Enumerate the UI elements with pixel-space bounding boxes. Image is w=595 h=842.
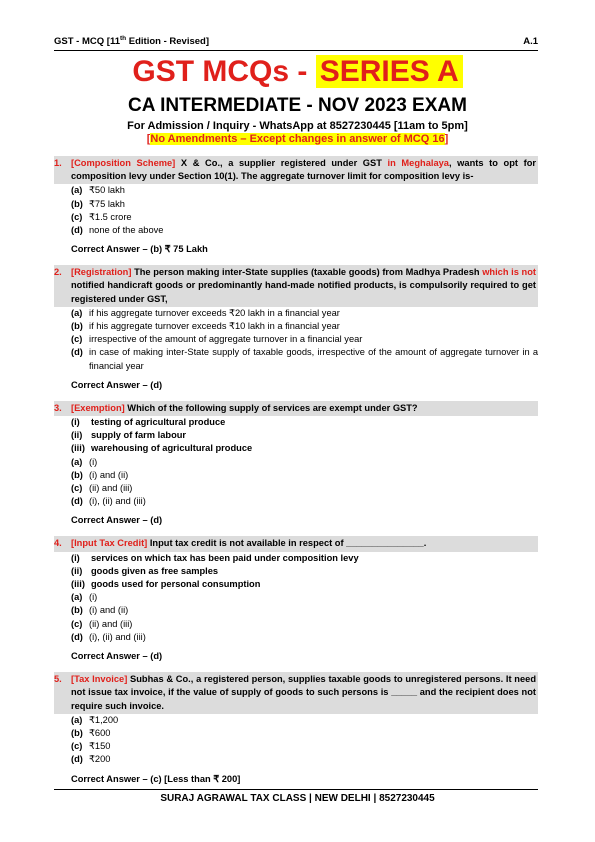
page-number: A.1 (523, 36, 538, 47)
question-stem: 4. [Input Tax Credit] Input tax credit is not available in respect of _______________. (54, 536, 538, 551)
question-topic: [Exemption] (71, 402, 125, 413)
option: (b) ₹75 lakh (71, 198, 125, 209)
question-number: 5. (54, 674, 62, 685)
option: (b) (i) and (ii) (71, 469, 129, 480)
option: (d) none of the above (71, 225, 164, 236)
question-block (54, 401, 538, 528)
option: (a) (i) (71, 592, 98, 603)
admission-line: For Admission / Inquiry - WhatsApp at 8527230445 [11am to 5pm] (127, 120, 468, 132)
statement: (iii) goods used for personal consumption (71, 579, 261, 590)
question-number: 1. (54, 158, 62, 168)
page-title: GST MCQs - SERIES A (0, 54, 595, 90)
option: (b) if his aggregate turnover exceeds ₹10 lakh in a financial year (71, 321, 340, 332)
question-block (54, 536, 538, 663)
question-number: 2. (54, 267, 62, 278)
header-edition: GST - MCQ [11th Edition - Revised] (54, 34, 209, 47)
footer-rule (54, 789, 538, 790)
correct-answer: Correct Answer – (d) (71, 379, 163, 390)
option: (a) ₹1,200 (71, 714, 119, 725)
question-block (54, 265, 538, 392)
option: (c) (ii) and (iii) (71, 483, 133, 494)
statement: (ii) supply of farm labour (71, 430, 187, 441)
statement: (i) services on which tax has been paid under composition levy (71, 552, 359, 563)
option: (d) ₹200 (71, 754, 111, 765)
header-rule (54, 50, 538, 51)
option: (d) (i), (ii) and (iii) (71, 631, 146, 642)
question-stem: 5. [Tax Invoice] Subhas & Co., a registered person, supplies taxable goods to unregistered persons. It need not issue tax invoice, if the value of supply of goods to such persons is _____ and the recipient does not require such invoice. (54, 672, 538, 714)
correct-answer: Correct Answer – (d) (71, 651, 163, 662)
correct-answer: Correct Answer – (d) (71, 515, 163, 526)
option: (c) irrespective of the amount of aggregate turnover in a financial year (71, 334, 363, 345)
exam-subtitle: CA INTERMEDIATE - NOV 2023 EXAM (128, 95, 467, 116)
option: (a) ₹50 lakh (71, 185, 125, 196)
option: (b) (i) and (ii) (71, 605, 129, 616)
statement: (ii) goods given as free samples (71, 565, 219, 576)
question-stem: 1. [Composition Scheme] X & Co., a supplier registered under GST in Meghalaya, wants to opt for composition levy under Section 10(1). The aggregate turnover limit for composition levy is- (54, 156, 538, 184)
amendment-notice: [No Amendments – Except changes in answer of MCQ 16] (146, 133, 449, 145)
option: (a) if his aggregate turnover exceeds ₹20 lakh in a financial year (71, 307, 340, 318)
correct-answer: Correct Answer – (c) [Less than ₹ 200] (71, 773, 241, 784)
question-topic: [Tax Invoice] (71, 674, 128, 685)
question-block (54, 672, 538, 785)
question-stem: 3. [Exemption] Which of the following supply of services are exempt under GST? (54, 401, 538, 416)
question-block (54, 156, 538, 256)
page-footer: SURAJ AGRAWAL TAX CLASS | NEW DELHI | 8527230445 (160, 793, 435, 804)
question-number: 4. (54, 538, 62, 549)
running-header (54, 36, 538, 50)
option: (c) ₹150 (71, 741, 111, 752)
correct-answer: Correct Answer – (b) ₹ 75 Lakh (71, 244, 208, 255)
question-topic: [Composition Scheme] (71, 158, 176, 168)
option: (c) (ii) and (iii) (71, 618, 133, 629)
option: (a) (i) (71, 456, 98, 467)
option: (b) ₹600 (71, 727, 111, 738)
option: (c) ₹1.5 crore (71, 211, 132, 222)
option: (d) (i), (ii) and (iii) (71, 496, 146, 507)
option: (d) in case of making inter-State supply of taxable goods, irrespective of the amount of aggregate turnover in a financial year (71, 347, 538, 371)
question-stem: 2. [Registration] The person making inter-State supplies (taxable goods) from Madhya Pradesh which is not notified handicraft goods or predominantly hand-made notified products, is compulsorily required to get registered under GST, (54, 265, 538, 307)
question-topic: [Registration] (71, 267, 132, 278)
question-topic: [Input Tax Credit] (71, 538, 148, 549)
question-number: 3. (54, 402, 62, 413)
statement: (i) testing of agricultural produce (71, 417, 226, 428)
questions-list (54, 156, 538, 786)
statement: (iii) warehousing of agricultural produce (71, 443, 253, 454)
